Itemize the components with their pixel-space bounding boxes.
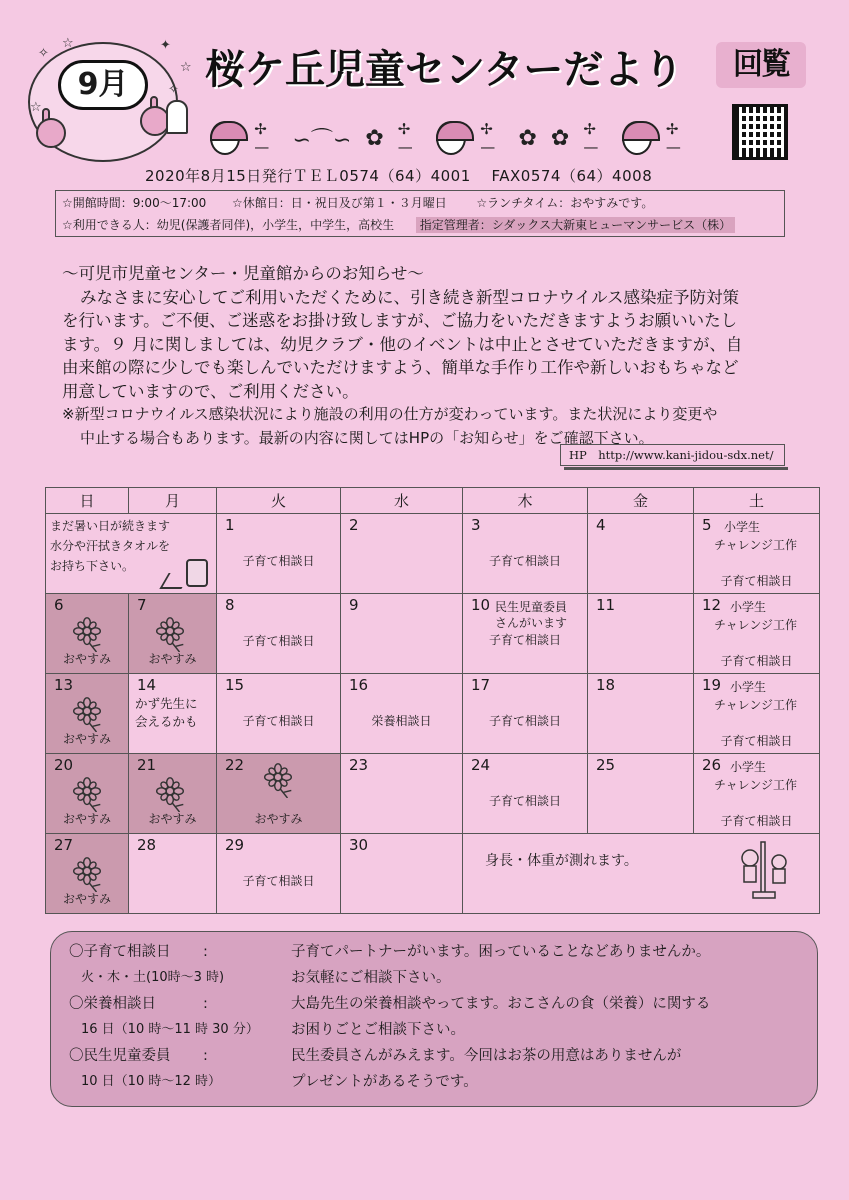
dango-offering-icon [166, 100, 188, 134]
event-eiyou: 栄養相談日 [371, 714, 432, 728]
event-minsei: 民生児童委員 [495, 600, 568, 614]
dragonfly-icon: ✢— [254, 120, 270, 156]
day-number: 19 [702, 676, 722, 694]
calendar-day [129, 834, 217, 914]
star-icon: ☆ [180, 60, 192, 75]
event-kosodate: 子育て相談日 [488, 714, 561, 728]
day-number: 7 [137, 596, 147, 614]
weekday-sun: 日 [46, 488, 129, 514]
bunny-icon [36, 118, 66, 148]
calendar-day [694, 754, 820, 834]
child-face-icon [436, 121, 466, 155]
legend-minsei-schedule: 10 日（10 時～12 時） [81, 1074, 222, 1089]
circulation-stamp: 回覧 [716, 42, 806, 88]
event-challenge: チャレンジ工作 [714, 538, 798, 552]
calendar-day [129, 674, 217, 754]
consultation-legend [50, 931, 818, 1107]
day-number: 17 [471, 676, 491, 694]
notice-note: ※新型コロナウイルス感染状況により施設の利用の仕方が変わっています。また状況により変更や [62, 405, 718, 423]
rest-label: おやすみ [62, 732, 111, 746]
legend-minsei-text: 民生委員さんがみえます。今回はお茶の用意はありませんが [291, 1048, 682, 1064]
day-number: 30 [349, 836, 369, 854]
day-number: 16 [349, 676, 369, 694]
calendar-day [341, 754, 463, 834]
rest-label: おやすみ [62, 892, 111, 906]
day-number: 13 [54, 676, 74, 694]
legend-kosodate-text2: お気軽にご相談下さい。 [291, 970, 451, 986]
weekday-wed: 水 [341, 488, 463, 514]
lunch-time: ☆ランチタイム：おやすみです。 [476, 196, 654, 210]
flower-icon [68, 854, 106, 892]
event-challenge: チャレンジ工作 [714, 618, 798, 632]
event-kosodate: 子育て相談日 [720, 654, 793, 668]
day-number: 3 [471, 516, 481, 534]
swirl-icon: ∽⌒∽ [292, 127, 352, 153]
legend-kosodate-schedule: 火・木・土(10時～3 時) [81, 970, 225, 985]
event-challenge: 小学生 [730, 680, 767, 694]
rest-label: おやすみ [62, 812, 111, 826]
notice-section [62, 262, 782, 450]
day-number: 6 [54, 596, 64, 614]
dragonfly-icon: ✢— [397, 120, 413, 156]
weekday-fri: 金 [588, 488, 694, 514]
day-number: 8 [225, 596, 235, 614]
event-kosodate: 子育て相談日 [720, 814, 793, 828]
notice-line: 由来館の際に少しでも楽しんでいただけますよう、簡単な手作り工作や新しいおもちゃなど [62, 358, 739, 377]
flower-icon [151, 614, 189, 652]
calendar-day [217, 674, 341, 754]
day-number: 14 [137, 676, 157, 694]
event-kazu: かず先生に [135, 696, 198, 711]
flower-icon: ✿ [550, 125, 570, 151]
calendar-day [588, 754, 694, 834]
calendar-day [694, 674, 820, 754]
calendar-day [588, 674, 694, 754]
notice-heading: ～可児市児童センター・児童館からのお知らせ～ [62, 264, 424, 283]
decoration-row [210, 118, 690, 158]
flower-icon: ✿ [518, 125, 537, 151]
day-number: 29 [225, 836, 245, 854]
notice-line: を行います。ご不便、ご迷惑をお掛け致しますが、ご協力をいただきますようお願いいたし [62, 311, 738, 330]
calendar-day [217, 834, 341, 914]
star-icon: ☆ [30, 100, 42, 115]
calendar-day [463, 754, 588, 834]
calendar-day-closed [129, 754, 217, 834]
calendar-day [217, 514, 341, 594]
event-kosodate: 子育て相談日 [242, 554, 315, 568]
rest-label: おやすみ [148, 812, 197, 826]
day-number: 5 [702, 516, 712, 534]
day-number: 21 [137, 756, 157, 774]
legend-colon: : [203, 996, 208, 1012]
flower-icon [151, 774, 189, 812]
day-number: 26 [702, 756, 722, 774]
legend-eiyou-schedule: 16 日（10 時～11 時 30 分） [81, 1022, 259, 1037]
day-number: 23 [349, 756, 369, 774]
info-row-2 [62, 214, 735, 236]
event-kosodate: 子育て相談日 [720, 574, 793, 588]
calendar-week [46, 754, 820, 834]
publication-info: 2020年8月15日発行ＴＥＬ0574（64）4001 FAX0574（64）4008 [145, 167, 653, 185]
month-label: 9月 [58, 60, 148, 110]
legend-kosodate-text: 子育てパートナーがいます。困っていることなどありませんか。 [291, 944, 711, 960]
measurement-notice: 身長・体重が測れます。 [485, 853, 638, 869]
calendar-day [463, 594, 588, 674]
legend-eiyou-text2: お困りごとご相談下さい。 [291, 1022, 465, 1038]
weekday-header-row [46, 488, 820, 514]
calendar-day [463, 514, 588, 594]
rest-label: おやすみ [254, 812, 303, 826]
star-icon: ✦ [160, 38, 171, 53]
day-number: 9 [349, 596, 359, 614]
notice-line: ます。９ 月に関しましては、幼児クラブ・他のイベントは中止とさせていただきますが、自 [62, 334, 743, 354]
star-icon: ✧ [168, 82, 179, 97]
child-face-icon [622, 121, 652, 155]
event-kosodate: 子育て相談日 [488, 794, 561, 808]
legend-eiyou-label: 〇栄養相談日 [69, 996, 156, 1012]
day-number: 27 [54, 836, 74, 854]
weekday-tue: 火 [217, 488, 341, 514]
calendar-week [46, 834, 820, 914]
legend-colon: : [203, 944, 208, 960]
notice-line: 用意していますので、ご利用ください。 [62, 381, 359, 401]
calendar-week [46, 514, 820, 594]
legend-kosodate-label: 〇子育て相談日 [69, 944, 171, 960]
newsletter-title: 桜ケ丘児童センターだより [205, 47, 684, 93]
flower-icon: ✿ [365, 125, 384, 151]
flower-icon [259, 760, 297, 798]
day-number: 12 [702, 596, 722, 614]
day-number: 28 [137, 836, 157, 854]
flower-icon [68, 774, 106, 812]
calendar-day [341, 834, 463, 914]
day-number: 18 [596, 676, 616, 694]
event-challenge: チャレンジ工作 [714, 778, 798, 792]
weekday-sat: 土 [694, 488, 820, 514]
flower-icon [68, 694, 106, 732]
dragonfly-icon: ✢— [665, 120, 681, 156]
event-challenge: 小学生 [730, 600, 767, 614]
legend-colon: : [203, 1048, 208, 1064]
calendar-day [463, 674, 588, 754]
calendar-day [341, 594, 463, 674]
flower-icon [68, 614, 106, 652]
hydration-note-cell [46, 514, 217, 594]
calendar-day-closed [46, 594, 129, 674]
day-number: 11 [596, 596, 616, 614]
qr-code-icon[interactable] [732, 104, 788, 160]
calendar-day-closed [217, 754, 341, 834]
eligible-users: ☆利用できる人：幼児(保護者同伴)，小学生，中学生，高校生 [62, 218, 395, 232]
calendar-week [46, 674, 820, 754]
day-number: 24 [471, 756, 491, 774]
calendar-day [341, 514, 463, 594]
event-challenge: 小学生 [724, 520, 761, 534]
calendar-day [588, 594, 694, 674]
facility-info-box [55, 190, 785, 237]
closed-days: ☆休館日：日・祝日及び第１・３月曜日 [231, 196, 447, 210]
notice-line: みなさまに安心してご利用いただくために、引き続き新型コロナウイルス感染症予防対策 [80, 287, 740, 307]
event-kosodate: 子育て相談日 [242, 634, 315, 648]
weekday-thu: 木 [463, 488, 588, 514]
hydration-note: お持ち下さい。 [50, 559, 135, 573]
event-kosodate: 子育て相談日 [242, 874, 315, 888]
dragonfly-icon: ✢— [480, 120, 496, 156]
rest-label: おやすみ [62, 652, 111, 666]
calendar-day-closed [46, 834, 129, 914]
star-icon: ☆ [62, 36, 74, 51]
calendar-day [217, 594, 341, 674]
legend-eiyou-text: 大島先生の栄養相談やってます。おこさんの食（栄養）に関する [291, 996, 711, 1012]
day-number: 22 [225, 756, 245, 774]
rest-label: おやすみ [148, 652, 197, 666]
calendar-day [341, 674, 463, 754]
dragonfly-icon: ✢— [583, 120, 599, 156]
day-number: 15 [225, 676, 245, 694]
event-minsei: さんがいます [495, 616, 568, 630]
calendar-day [694, 594, 820, 674]
event-kosodate: 子育て相談日 [488, 554, 561, 568]
event-kazu: 会えるかも [135, 714, 198, 729]
hydration-note: 水分や汗拭きタオルを [50, 539, 171, 553]
event-challenge: チャレンジ工作 [714, 698, 798, 712]
event-kosodate: 子育て相談日 [720, 734, 793, 748]
calendar-week [46, 594, 820, 674]
calendar-day-closed [129, 594, 217, 674]
star-icon: ✧ [38, 46, 49, 61]
day-number: 2 [349, 516, 359, 534]
calendar-day [588, 514, 694, 594]
day-number: 25 [596, 756, 616, 774]
event-kosodate: 子育て相談日 [242, 714, 315, 728]
weekday-mon: 月 [129, 488, 217, 514]
info-row-1 [62, 192, 653, 214]
day-number: 4 [596, 516, 606, 534]
measurement-notice-cell [463, 834, 820, 914]
calendar-day-closed [46, 674, 129, 754]
opening-hours: ☆開館時間：9:00～17:00 [62, 196, 207, 210]
event-kosodate: 子育て相談日 [488, 633, 561, 647]
water-bottle-icon [186, 559, 208, 587]
legend-minsei-text2: プレゼントがあるそうです。 [291, 1074, 478, 1090]
child-face-icon [210, 121, 240, 155]
hydration-note: まだ暑い日が続きます [50, 519, 171, 533]
september-calendar [45, 487, 820, 914]
day-number: 1 [225, 516, 235, 534]
designated-manager: 指定管理者：シダックス大新東ヒューマンサービス（株） [416, 217, 735, 233]
day-number: 10 [471, 596, 491, 614]
notice-note: 中止する場合もあります。最新の内容に関してはHPの「お知らせ」をご確認下さい。 [80, 428, 654, 447]
homepage-link[interactable]: HP http://www.kani-jidou-sdx.net/ [560, 444, 785, 466]
calendar-day [694, 514, 820, 594]
calendar-day-closed [46, 754, 129, 834]
height-measure-icon [737, 840, 791, 900]
day-number: 20 [54, 756, 74, 774]
event-challenge: 小学生 [730, 760, 767, 774]
legend-minsei-label: 〇民生児童委員 [69, 1048, 171, 1064]
